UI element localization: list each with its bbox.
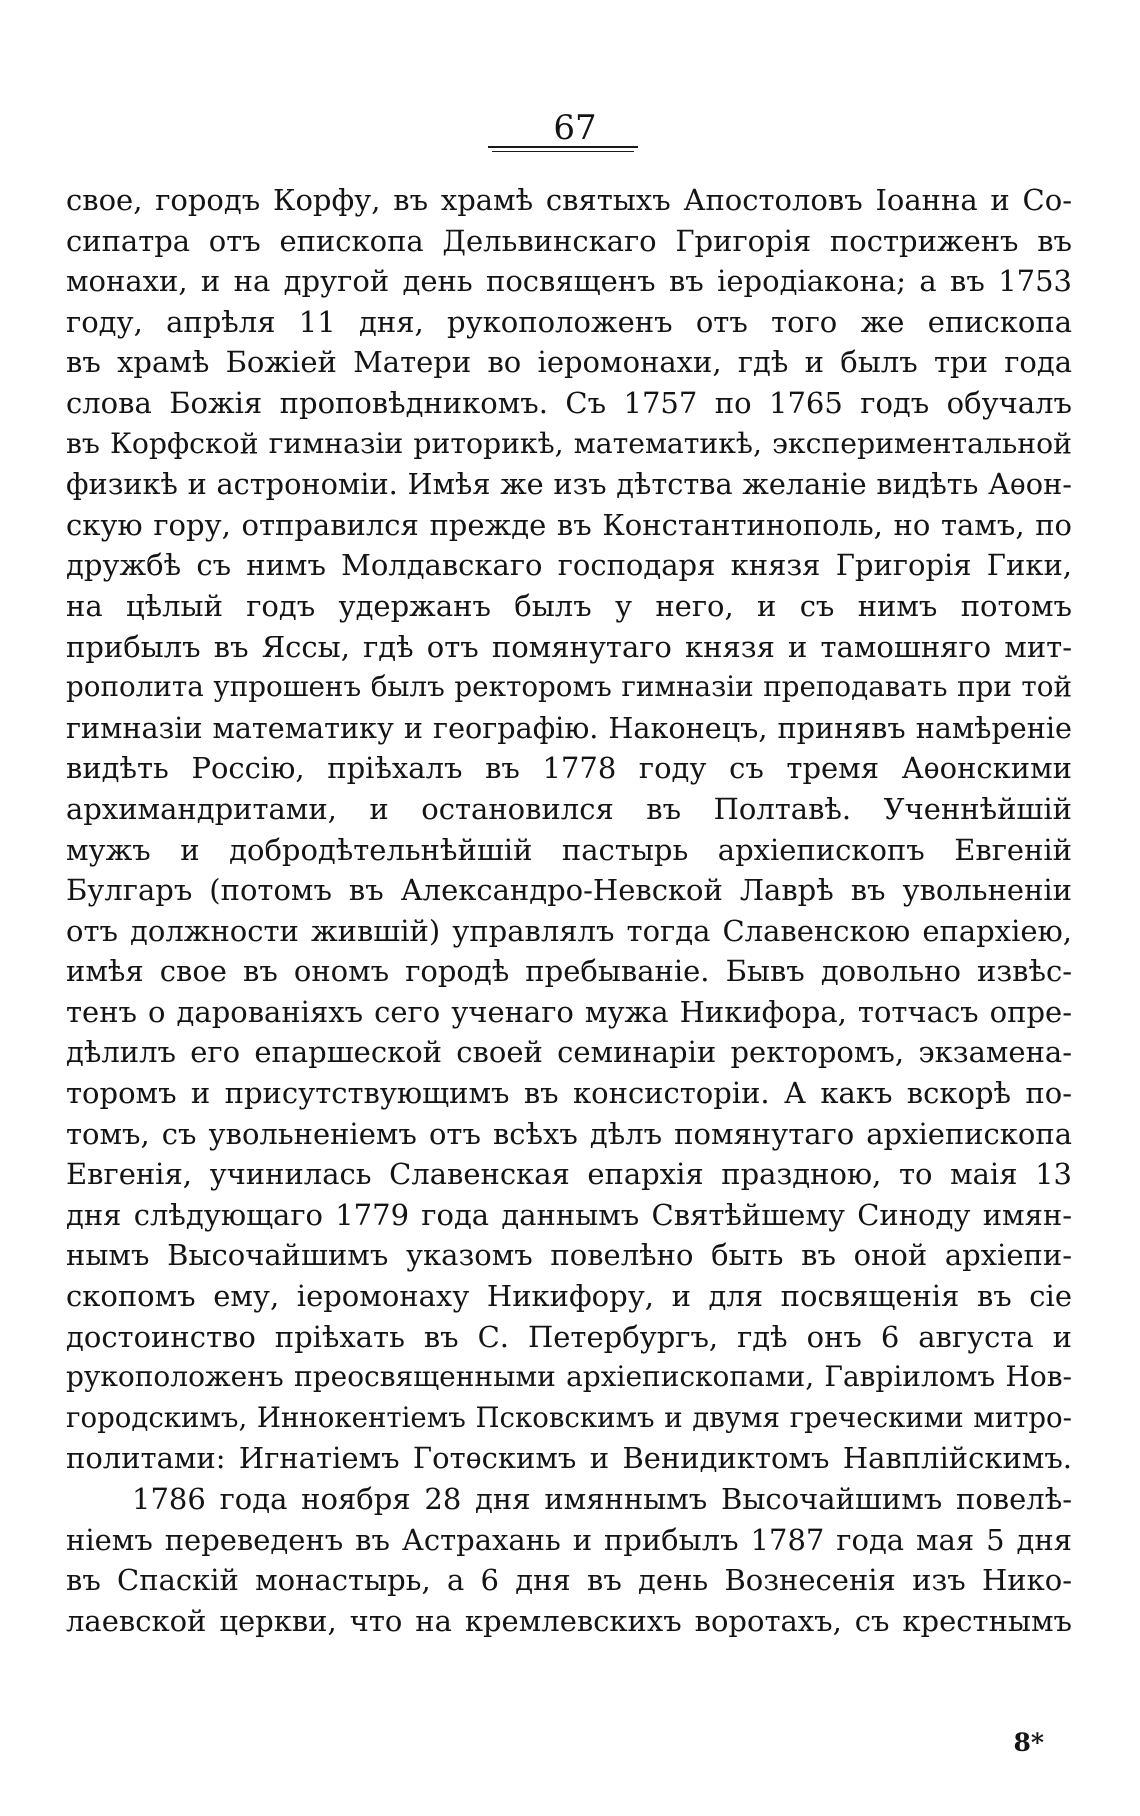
text-line: лаевской церкви, что на кремлевскихъ воротахъ, съ крестнымъ (66, 1603, 1072, 1638)
text-line: скую гору, отправился прежде въ Константинополь, но тамъ, по (66, 507, 1072, 542)
text-line: тенъ о дарованіяхъ сего ученаго мужа Никифора, тотчасъ опре- (66, 994, 1072, 1029)
text-line: достоинство пріѣхать въ С. Петербургъ, гдѣ онъ 6 августа и (66, 1319, 1072, 1354)
page-number: 67 (553, 108, 597, 148)
text-line: дѣлилъ его епаршеской своей семинаріи ректоромъ, экзамена- (66, 1035, 1072, 1070)
text-line: въ Спаскій монастырь, а 6 дня въ день Вознесенія изъ Нико- (66, 1563, 1072, 1598)
text-line: томъ, съ увольненіемъ отъ всѣхъ дѣлъ помянутаго архіепископа (66, 1116, 1072, 1151)
paragraph-1 (66, 180, 1072, 1479)
text-line: въ храмѣ Божіей Матери во іеромонахи, гдѣ и былъ три года (66, 345, 1072, 380)
text-line: скопомъ ему, іеромонаху Никифору, и для посвященія въ сіе (66, 1279, 1072, 1314)
text-line: свое, городъ Корфу, въ храмѣ святыхъ Апостоловъ Іоанна и Со- (66, 183, 1072, 217)
text-line: рукоположенъ преосвященными архіепископами, Гавріиломъ Нов- (66, 1360, 1072, 1394)
signature-mark: 8* (1013, 1728, 1044, 1757)
text-line: ніемъ переведенъ въ Астрахань и прибылъ 1787 года мая 5 дня (66, 1522, 1072, 1557)
text-line: торомъ и присутствующимъ въ консисторіи. А какъ вскорѣ по- (66, 1076, 1072, 1111)
text-line: имѣя свое въ ономъ городѣ пребываніе. Бывъ довольно извѣс- (66, 954, 1072, 989)
text-line: рополита упрошенъ былъ ректоромъ гимназіи преподавать при той (66, 670, 1072, 704)
text-line: на цѣлый годъ удержанъ былъ у него, и съ нимъ потомъ (66, 588, 1072, 623)
text-line: отъ должности жившій) управлялъ тогда Славенскою епархіею, (66, 913, 1072, 948)
paragraph-2 (66, 1479, 1072, 1641)
text-line: мужъ и добродѣтельнѣйшій пастырь архіепископъ Евгеній (66, 832, 1072, 867)
text-line: въ Корфской гимназіи риторикѣ, математикѣ, экспериментальной (66, 426, 1072, 460)
text-line: дружбѣ съ нимъ Молдавскаго господаря князя Григорія Гики, (66, 548, 1072, 583)
text-line: видѣть Россію, пріѣхалъ въ 1778 году съ тремя Аѳонскими (66, 751, 1072, 786)
text-line: политами: Игнатіемъ Готѳскимъ и Венидиктомъ Навплійскимъ. (66, 1441, 1072, 1476)
text-line: прибылъ въ Яссы, гдѣ отъ помянутаго князя и тамошняго мит- (66, 629, 1072, 664)
page-number-rule-thin (492, 151, 634, 152)
text-line: гимназіи математику и географію. Наконецъ, принявъ намѣреніе (66, 710, 1072, 745)
page-number-rule (488, 146, 638, 148)
text-line: городскимъ, Иннокентіемъ Псковскимъ и двумя греческими митро- (66, 1400, 1072, 1434)
text-line: архимандритами, и остановился въ Полтавѣ. Ученнѣйшій (66, 791, 1072, 826)
text-line: сипатра отъ епископа Дельвинскаго Григорія постриженъ въ (66, 223, 1072, 258)
body-text (66, 180, 1072, 1641)
text-line: году, апрѣля 11 дня, рукоположенъ отъ того же епископа (66, 304, 1072, 339)
text-line: нымъ Высочайшимъ указомъ повелѣно быть въ оной архіепи- (66, 1238, 1072, 1273)
text-line: физикѣ и астрономіи. Имѣя же изъ дѣтства желаніе видѣть Аѳон- (66, 467, 1072, 502)
text-line: монахи, и на другой день посвященъ въ іеродіакона; а въ 1753 (66, 264, 1072, 299)
text-line: Евгенія, учинилась Славенская епархія праздною, то маія 13 (66, 1157, 1072, 1192)
text-line: дня слѣдующаго 1779 года даннымъ Святѣйшему Синоду имян- (66, 1197, 1072, 1232)
text-line: слова Божія проповѣдникомъ. Съ 1757 по 1765 годъ обучалъ (66, 385, 1072, 420)
text-line: Булгаръ (потомъ въ Александро-Невской Лаврѣ въ увольненіи (66, 873, 1072, 908)
text-line-indented: 1786 года ноября 28 дня имяннымъ Высочайшимъ повелѣ- (132, 1482, 1072, 1516)
